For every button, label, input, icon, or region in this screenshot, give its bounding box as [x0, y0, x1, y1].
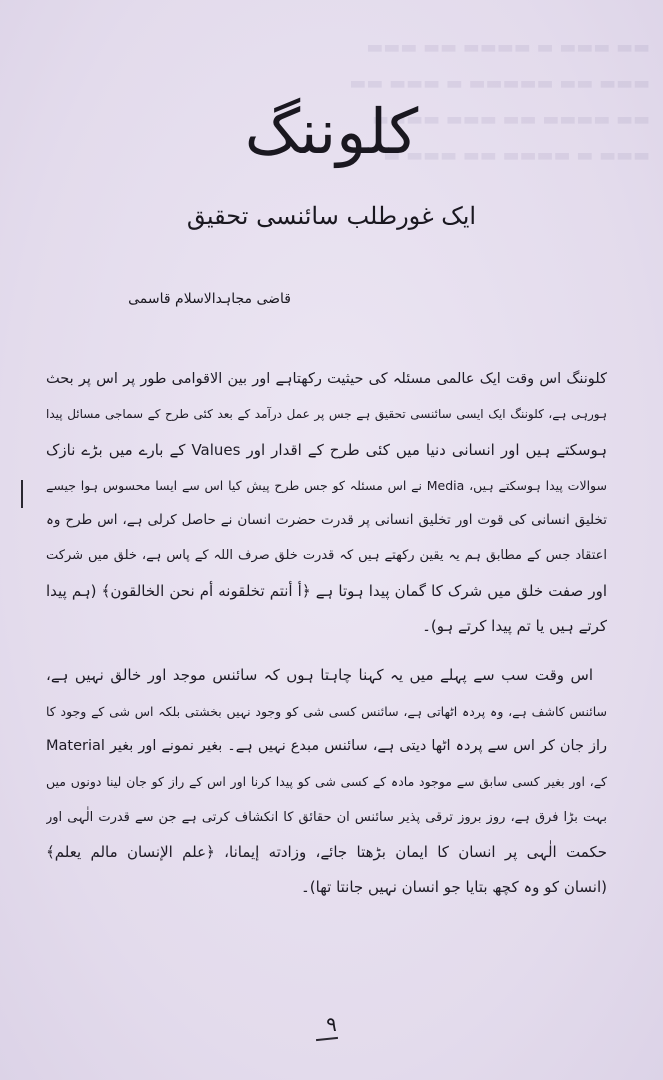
text-line: کرتے ہیں یا تم پیدا کرتے ہو)۔: [422, 617, 607, 636]
text-line: اعتقاد جس کے مطابق ہم یہ یقین رکھتے ہیں کہ قدرت خلق صرف اللہ کے پاس ہے، خلق میں شرکت: [46, 548, 607, 564]
text-line: اور صفت خلق میں شرک کا گمان پیدا ہوتا ہے ﴿أ أنتم تخلقونه أم نحن الخالقون﴾ (ہم پیدا: [46, 581, 607, 600]
text-line: ہوسکتے ہیں اور انسانی دنیا میں کئی طرح کے اقدار اور Values کے بارے میں بڑے نازک: [46, 440, 607, 459]
text-line: اس وقت سب سے پہلے میں یہ کہنا چاہتا ہوں کہ سائنس موجد اور خالق نہیں ہے،: [46, 666, 593, 685]
page-subtitle: ایک غورطلب سائنسی تحقیق: [186, 202, 477, 230]
text-line: کلوننگ اس وقت ایک عالمی مسئلہ کی حیثیت رکھتاہے اور بین الاقوامی طور پر اس پر بحث: [46, 371, 607, 387]
text-line: سوالات پیدا ہوسکتے ہیں، Media نے اس مسئلہ کو جس طرح پیش کیا اس سے ایسا محسوس ہوا جیسے: [46, 477, 607, 493]
paragraph-gap: [46, 644, 607, 658]
text-line: سائنس کاشف ہے، وہ پردہ اٹھاتی ہے، سائنس کسی شی کو وجود نہیں بخشتی بلکہ اس شی کے وجود کا: [46, 703, 607, 719]
text-line: ہورہی ہے، کلوننگ ایک ایسی سائنسی تحقیق ہے جس پر عمل درآمد کے بعد کئی طرح کے سماجی مسائل پیدا: [46, 407, 607, 422]
show-through-text: ▬▬ ▬▬▬ ▬ ▬▬▬▬ ▬▬ ▬▬▬ ▬▬▬ ▬▬ ▬▬▬▬▬ ▬ ▬▬▬ ▬▬ ▬▬ ▬▬▬▬ ▬▬ ▬▬▬ ▬▬▬▬ ▬▬▬ ▬ ▬▬▬▬ ▬▬ ▬▬▬ ▬: [349, 37, 650, 166]
article-body: [46, 362, 607, 905]
author-name: [0, 285, 663, 313]
paragraph-2: [46, 658, 607, 905]
text-line: بہت بڑا فرق ہے، روز بروز ترقی پذیر سائنس ان حقائق کا انکشاف کرتی ہے جن سے قدرت الٰہی اور: [46, 809, 607, 825]
text-line: کے، اور بغیر کسی سابق سے موجود مادہ کے کسی شی کو پیدا کرنا اور اس کے راز کو جان لینا دونوں میں: [46, 774, 607, 790]
page-number: ۹: [326, 1012, 337, 1036]
text-line: تخلیق انسانی کی قوت اور تخلیق انسانی پر قدرت حضرت انسان نے حاصل کرلی ہے، اس طرح وہ: [46, 512, 607, 529]
text-line: حکمت الٰہی پر انسان کا ایمان بڑھتا جائے، وزادته إيمانا، ﴿علم الإنسان مالم يعلم﴾: [46, 842, 607, 861]
author-name-text: قاضی مجاہدالاسلام قاسمی: [128, 291, 291, 307]
text-line: (انسان کو وہ کچھ بتایا جو انسان نہیں جانتا تھا)۔: [301, 878, 607, 897]
text-line: راز جان کر اس سے پردہ اٹھا دیتی ہے، سائنس مبدع نہیں ہے۔ بغیر نمونے اور بغیر Material: [46, 737, 607, 754]
page-title: کلوننگ: [244, 95, 419, 168]
margin-mark: [21, 480, 23, 508]
paragraph-1: [46, 362, 607, 644]
